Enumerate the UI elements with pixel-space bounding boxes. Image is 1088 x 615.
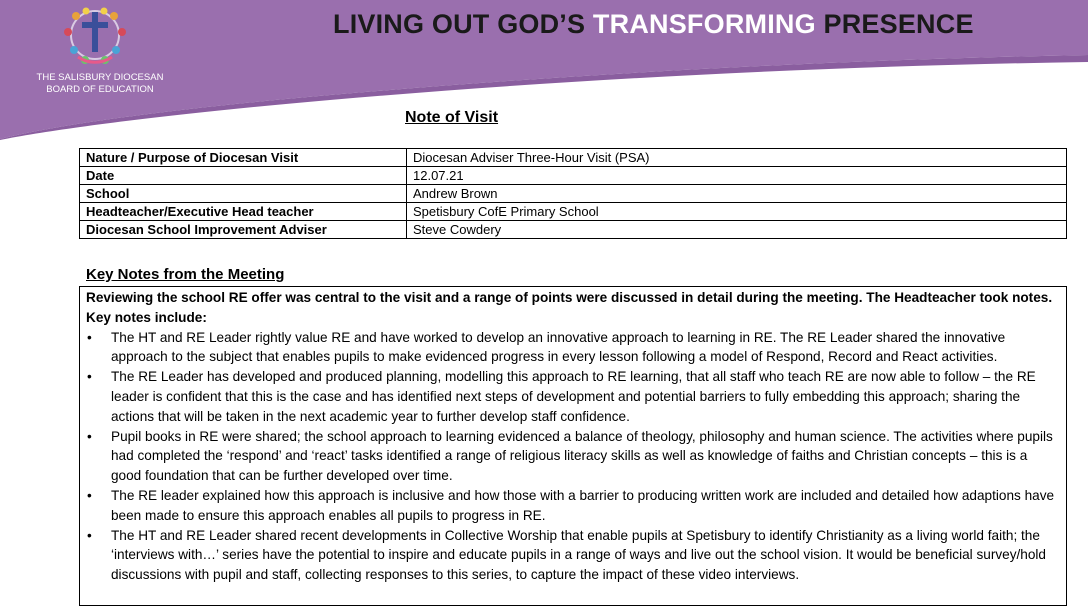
table-row — [80, 167, 1067, 185]
key-notes-list — [80, 328, 1066, 585]
info-label: Diocesan School Improvement Adviser — [80, 221, 407, 239]
info-label: School — [80, 185, 407, 203]
list-item-text: The RE leader explained how this approach is inclusive and how those with a barrier to producing written work are included and detailed how adaptions have been made to ensure this approach enables all pupils to progress in RE. — [111, 487, 1055, 523]
info-label: Date — [80, 167, 407, 185]
list-item — [80, 328, 1066, 368]
info-value: Andrew Brown — [407, 185, 1067, 203]
info-value: Steve Cowdery — [407, 221, 1067, 239]
bullet-icon: • — [87, 329, 92, 345]
info-value: Spetisbury CofE Primary School — [407, 203, 1067, 221]
list-item-text: The RE Leader has developed and produced planning, modelling this approach to RE learning, that all staff who teach RE are now able to follow – the RE leader is confident that this is the case and has identified next steps of development and potential barriers to fully embedding this approach; sharing the actions that will be taken in the next academic year to further develop staff confidence. — [111, 369, 1036, 424]
table-row — [80, 221, 1067, 239]
list-item — [80, 367, 1066, 426]
table-row — [80, 203, 1067, 221]
bullet-icon: • — [87, 369, 92, 385]
key-notes-box — [79, 286, 1067, 606]
diocese-logo-icon — [48, 2, 142, 68]
document-title: Note of Visit — [405, 109, 499, 126]
list-item — [80, 486, 1066, 526]
info-label: Headteacher/Executive Head teacher — [80, 203, 407, 221]
info-value: Diocesan Adviser Three-Hour Visit (PSA) — [407, 149, 1067, 167]
bullet-icon: • — [87, 428, 92, 444]
list-item-text: The HT and RE Leader rightly value RE and have worked to develop an innovative approach to learning in RE. The RE Leader shared the innovative approach to the subject that enables pupils to make evidenced progress in every lesson following a model of Respond, Record and React activities. — [111, 329, 1006, 365]
org-line-2: BOARD OF EDUCATION — [46, 84, 154, 95]
list-item-text: The HT and RE Leader shared recent developments in Collective Worship that enable pupils at Spetisbury to identify Christianity as a living world faith; the ‘interviews with…’ series have the potential to inspire and educate pupils in a range of ways and live out the school vision. It would be beneficial survey/hold discussions with pupil and staff, collecting responses to this series, to capture the impact of these video interviews. — [111, 527, 1046, 583]
headline-part-1: LIVING OUT GOD’S — [333, 9, 593, 39]
info-label: Nature / Purpose of Diocesan Visit — [80, 149, 407, 167]
key-notes-intro: Reviewing the school RE offer was central to the visit and a range of points were discussed in detail during the meeting. The Headteacher took notes. Key notes include: — [86, 290, 1053, 325]
organisation-name — [30, 72, 170, 96]
table-row — [80, 149, 1067, 167]
key-notes-heading: Key Notes from the Meeting — [86, 266, 285, 283]
info-value: 12.07.21 — [407, 167, 1067, 185]
list-item — [80, 427, 1066, 486]
org-line-1: THE SALISBURY DIOCESAN — [36, 72, 164, 83]
header-headline — [333, 9, 974, 40]
table-row — [80, 185, 1067, 203]
list-item-text: Pupil books in RE were shared; the school approach to learning evidenced a balance of theology, philosophy and human science. The activities where pupils had completed the ‘respond’ and ‘react’ tasks identified a range of religious literacy skills as well as knowledge of faiths and Christian concepts – this is a good foundation that can be further developed over time. — [111, 428, 1053, 484]
visit-info-table — [79, 148, 1067, 239]
headline-part-3: PRESENCE — [815, 9, 974, 39]
bullet-icon: • — [87, 527, 92, 543]
headline-part-2: TRANSFORMING — [592, 9, 816, 39]
bullet-icon: • — [87, 487, 92, 503]
list-item — [80, 526, 1066, 585]
